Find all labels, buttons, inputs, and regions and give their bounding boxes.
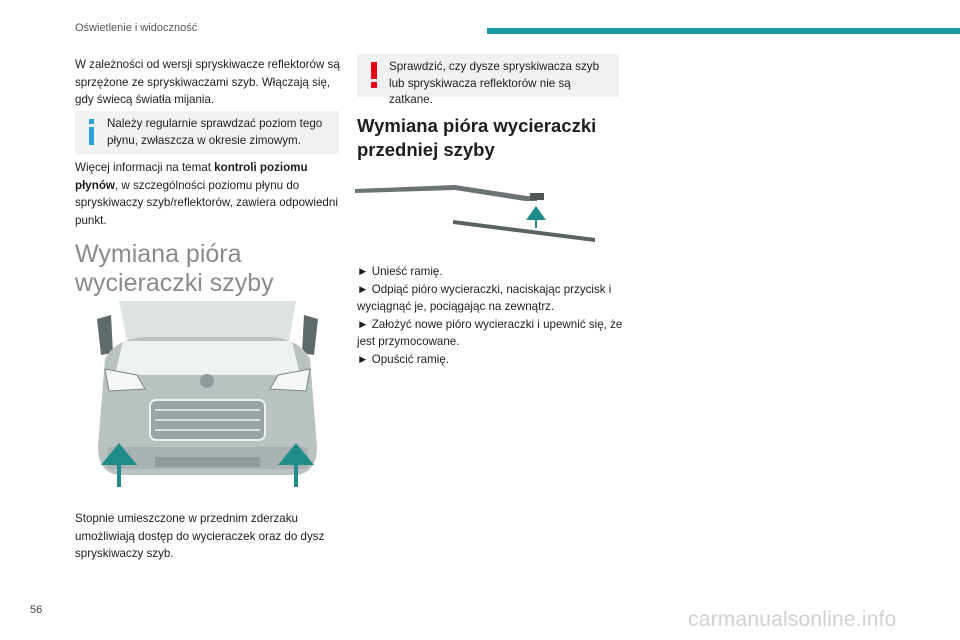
- info-note-text: Należy regularnie sprawdzać poziom tego płynu, zwłaszcza w okresie zimowym.: [107, 117, 323, 147]
- left-intro: [75, 56, 345, 109]
- watermark: carmanualsonline.info: [688, 608, 897, 631]
- illustration-caption: [75, 510, 345, 563]
- warning-note: [357, 54, 619, 106]
- more-info-text-end: , w szczególności poziomu płynu do spryskiwaczy szyb/reflektorów, zawiera odpowiedni punkt.: [75, 178, 338, 227]
- step-item: ► Unieść ramię.: [357, 265, 443, 278]
- wiper-blade-illustration: [355, 180, 605, 245]
- caption-paragraph: Stopnie umieszczone w przednim zderzaku umożliwiają dostęp do wycieraczek oraz do dysz spryskiwaczy szyb.: [75, 512, 325, 560]
- page-number: 56: [30, 604, 43, 616]
- warning-icon: [371, 62, 377, 88]
- section-heading-wiper: Wymiana pióra wycieraczki szyby: [75, 240, 274, 297]
- more-info: [75, 159, 345, 229]
- more-info-text: Więcej informacji na temat: [75, 161, 215, 174]
- more-info-link[interactable]: kontroli poziomu płynów: [75, 161, 308, 192]
- section-heading-front-wiper: Wymiana pióra wycieraczki przedniej szyby: [357, 115, 597, 160]
- step-item: ► Odpiąć pióro wycieraczki, naciskając przycisk i wyciągnąć je, pociągając na zewnątrz.: [357, 282, 612, 313]
- header-accent-bar: [487, 28, 960, 34]
- van-front-illustration: [75, 297, 340, 497]
- section-title: Oświetlenie i widoczność: [75, 22, 198, 34]
- more-info-paragraph: [75, 159, 345, 229]
- steps-list: [357, 263, 627, 368]
- step-item: ► Założyć nowe pióro wycieraczki i upewnić się, że jest przymocowane.: [357, 317, 623, 348]
- step-item: ► Opuścić ramię.: [357, 352, 450, 366]
- info-note: [75, 111, 339, 154]
- warning-note-text: Sprawdzić, czy dysze spryskiwacza szyb lub spryskiwacza reflektorów nie są zatkane.: [389, 60, 600, 106]
- intro-paragraph: W zależności od wersji spryskiwacze reflektorów są sprzężone ze spryskiwaczami szyb. Włączają się, gdy świecą światła mijania.: [75, 58, 340, 106]
- info-icon: [89, 119, 94, 145]
